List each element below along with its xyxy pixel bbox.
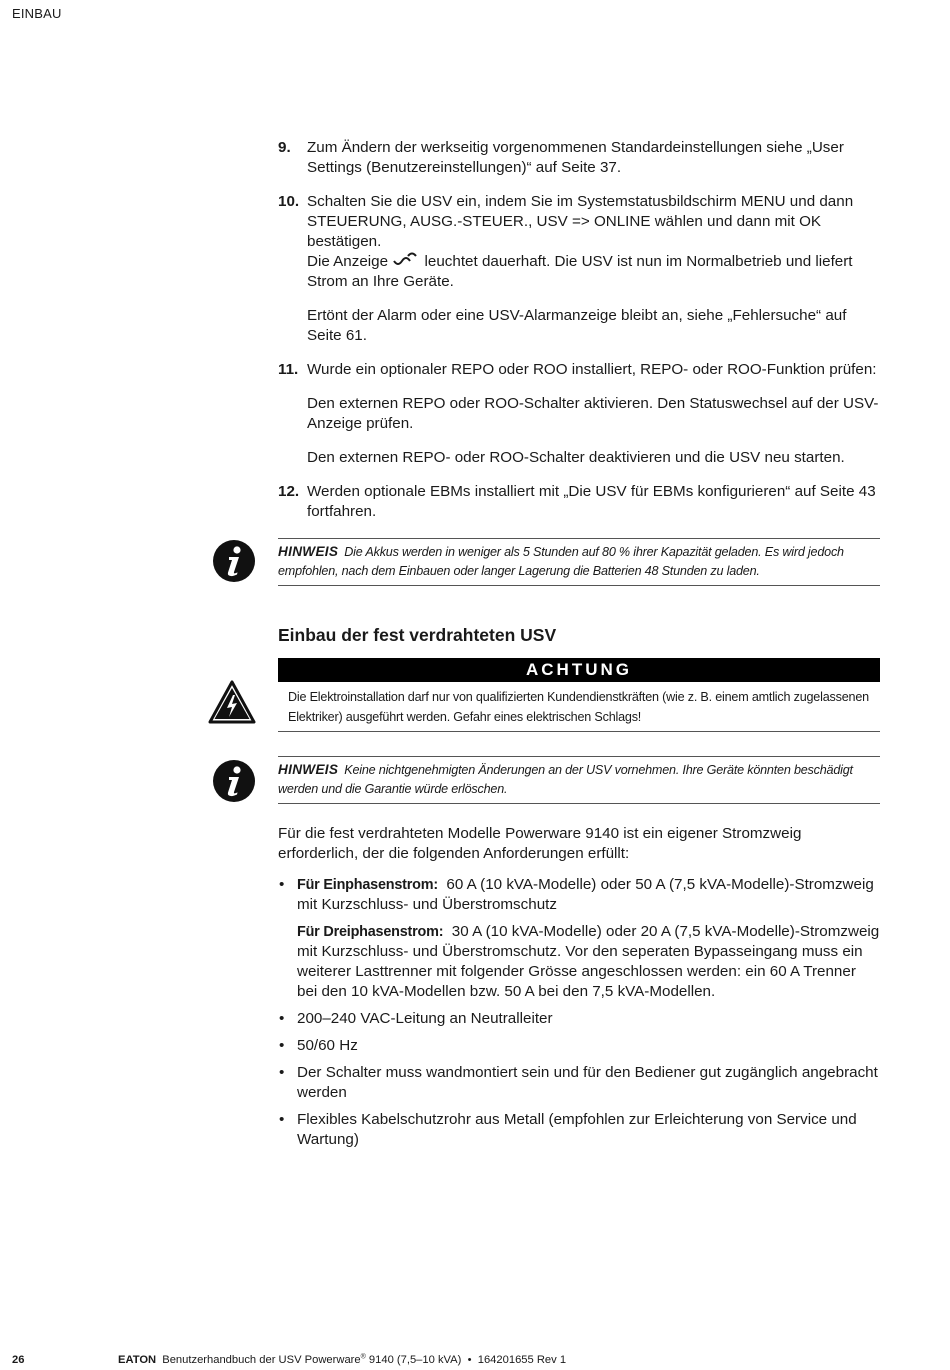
footer-separator: • <box>467 1354 472 1366</box>
alarm-paragraph: Ertönt der Alarm oder eine USV-Alarmanzeige bleibt an, siehe „Fehlersuche“ auf Seite 61. <box>307 307 847 344</box>
requirement-label: Für Dreiphasenstrom: <box>297 924 444 940</box>
registered-mark: ® <box>360 1353 366 1361</box>
repo-deactivate-paragraph: Den externen REPO- oder ROO-Schalter deaktivieren und die USV neu starten. <box>307 449 845 466</box>
warning-text: Die Elektroinstallation darf nur von qualifizierten Kundendienstkräften (wie z. B. einem amtlich zugelassenen Elektriker) ausgeführt werden. Gefahr eines elektrischen Schlags! <box>288 690 869 724</box>
note-modifications <box>278 756 880 804</box>
step-9 <box>278 138 880 178</box>
status-text-after: leuchtet dauerhaft. Die USV ist nun im Normalbetrieb und liefert Strom an Ihre Geräte. <box>307 253 853 290</box>
warning-box <box>278 658 880 732</box>
intro-paragraph: Für die fest verdrahteten Modelle Powerware 9140 ist ein eigener Stromzweig erforderlich, der die folgenden Anforderungen erfüllt: <box>278 825 802 862</box>
step-text: Zum Ändern der werkseitig vorgenommenen Standardeinstellungen siehe „User Settings (Benutzereinstellungen)“ auf Seite 37. <box>307 139 844 176</box>
requirement-text: 30 A (10 kVA-Modelle) oder 20 A (7,5 kVA-Modelle)-Stromzweig mit Kurzschluss- und Überstromschutz. Vor den seperaten Bypasseingang muss ein weiterer Lasttrenner mit folgender Grösse angeschlossen werden: ein 60 A Trenner bei den 10 kVA-Modellen bzw. 50 A bei den 7,5 kVA-Modellen. <box>297 923 880 1000</box>
info-icon <box>212 539 256 583</box>
list-item <box>278 875 880 1002</box>
status-paragraph <box>307 252 880 292</box>
note-label: HINWEIS <box>278 544 339 559</box>
warning-title: ACHTUNG <box>278 658 880 682</box>
footer-title-a: Benutzerhandbuch der USV Powerware <box>162 1354 361 1366</box>
footer-title <box>118 1354 566 1366</box>
single-phase-requirement <box>297 875 880 915</box>
note-text: Keine nichtgenehmigten Änderungen an der USV vornehmen. Ihre Geräte könnten beschädigt werden und die Garantie würde erlöschen. <box>278 763 853 796</box>
list-item: • Der Schalter muss wandmontiert sein und für den Bediener gut zugänglich angebracht werden <box>278 1063 880 1103</box>
note-battery <box>278 538 880 586</box>
list-item: • 200–240 VAC-Leitung an Neutralleiter <box>278 1009 880 1029</box>
step-number: 12. <box>278 483 300 500</box>
electrical-hazard-icon <box>208 680 256 724</box>
step-text: Werden optionale EBMs installiert mit „Die USV für EBMs konfigurieren“ auf Seite 43 fortfahren. <box>307 483 876 520</box>
step-number: 9. <box>278 139 291 156</box>
requirement-label: Für Einphasenstrom: <box>297 877 438 893</box>
requirements-list <box>278 875 880 1150</box>
page-number: 26 <box>12 1354 25 1366</box>
step-10 <box>278 192 880 252</box>
step-12 <box>278 482 880 522</box>
note-label: HINWEIS <box>278 762 339 777</box>
section-heading: Einbau der fest verdrahteten USV <box>278 625 557 645</box>
step-11 <box>278 360 880 380</box>
footer-title-b: 9140 (7,5–10 kVA) <box>368 1354 462 1366</box>
section-header: EINBAU <box>12 6 62 21</box>
step-number: 11. <box>278 361 299 378</box>
repo-activate-paragraph: Den externen REPO oder ROO-Schalter aktivieren. Den Statuswechsel auf der USV-Anzeige prüfen. <box>307 395 879 432</box>
footer-brand: EATON <box>118 1354 157 1366</box>
page-content <box>278 138 880 1157</box>
online-indicator-icon <box>392 252 420 268</box>
step-11-details <box>278 394 880 468</box>
three-phase-requirement <box>297 922 880 1002</box>
footer-docnum: 164201655 Rev 1 <box>477 1354 567 1366</box>
list-item: • Flexibles Kabelschutzrohr aus Metall (empfohlen zur Erleichterung von Service und Wartung) <box>278 1110 880 1150</box>
note-text: Die Akkus werden in weniger als 5 Stunden auf 80 % ihrer Kapazität geladen. Es wird jedoch empfohlen, nach dem Einbauen oder langer Lagerung die Batterien 48 Stunden zu laden. <box>278 545 844 578</box>
list-item: • 50/60 Hz <box>278 1036 880 1056</box>
step-number: 10. <box>278 193 300 210</box>
step-text: Schalten Sie die USV ein, indem Sie im Systemstatusbildschirm MENU und dann STEUERUNG, AUSG.-STEUER., USV => ONLINE wählen und dann mit OK bestätigen. <box>307 193 854 250</box>
status-text-before: Die Anzeige <box>307 253 389 270</box>
step-text: Wurde ein optionaler REPO oder ROO installiert, REPO- oder ROO-Funktion prüfen: <box>307 361 877 378</box>
requirement-text: 60 A (10 kVA-Modelle) oder 50 A (7,5 kVA-Modelle)-Stromzweig mit Kurzschluss- und Überstromschutz <box>297 876 874 913</box>
info-icon <box>212 759 256 803</box>
step-10-details <box>278 252 880 346</box>
